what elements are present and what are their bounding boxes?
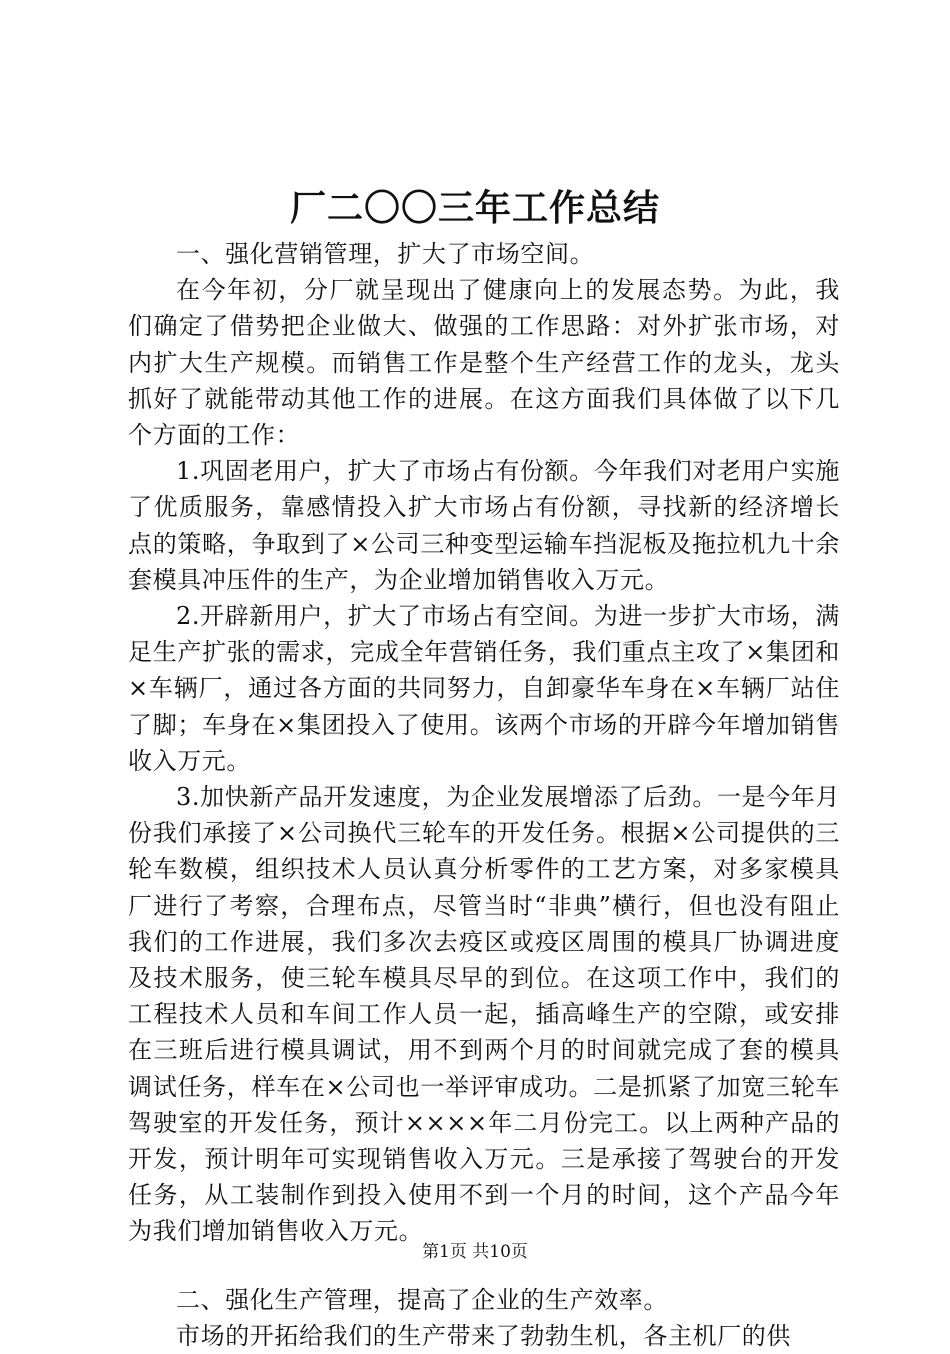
paragraph-item-3: 3.加快新产品开发速度，为企业发展增添了后劲。一是今年月份我们承接了×公司换代三轮车的开发任务。根据×公司提供的三轮车数模，组织技术人员认真分析零件的工艺方案，对多家模具厂进行了考察，合理布点，尽管当时“非典”横行，但也没有阻止我们的工作进展，我们多次去疫区或疫区周围的模具厂协调进度及技术服务，使三轮车模具尽早的到位。在这项工作中，我们的工程技术人员和车间工作人员一起，插高峰生产的空隙，或安排在三班后进行模具调试，用不到两个月的时间就完成了套的模具调试任务，样车在×公司也一举评审成功。二是抓紧了加宽三轮车驾驶室的开发任务，预计××××年二月份完工。以上两种产品的开发，预计明年可实现销售收入万元。三是承接了驾驶台的开发任务，从工装制作到投入使用不到一个月的时间，这个产品今年为我们增加销售收入万元。	[128, 783, 840, 1246]
paragraph-item-1: 1.巩固老用户，扩大了市场占有份额。今年我们对老用户实施了优质服务，靠感情投入扩大市场占有份额，寻找新的经济增长点的策略，争取到了×公司三种变型运输车挡泥板及拖拉机九十余套模具冲压件的生产，为企业增加销售收入万元。	[128, 457, 840, 594]
paragraph-intro: 在今年初，分厂就呈现出了健康向上的发展态势。为此，我们确定了借势把企业做大、做强的工作思路：对外扩张市场，对内扩大生产规模。而销售工作是整个生产经营工作的龙头，龙头抓好了就能带动其他工作的进展。在这方面我们具体做了以下几个方面的工作：	[128, 276, 840, 450]
page-footer: 第1页 共10页	[422, 1242, 528, 1262]
document-body	[128, 236, 840, 1354]
section-heading-2: 二、强化生产管理，提高了企业的生产效率。	[176, 1285, 668, 1314]
document-title: 厂二〇〇三年工作总结	[289, 187, 660, 229]
paragraph-production: 市场的开拓给我们的生产带来了勃勃生机，各主机厂的供	[176, 1321, 791, 1350]
paragraph-item-2: 2.开辟新用户，扩大了市场占有空间。为进一步扩大市场，满足生产扩张的需求，完成全年营销任务，我们重点主攻了×集团和×车辆厂，通过各方面的共同努力，自卸豪华车身在×车辆厂站住了脚；车身在×集团投入了使用。该两个市场的开辟今年增加销售收入万元。	[128, 602, 840, 775]
section-heading-1: 一、强化营销管理，扩大了市场空间。	[176, 240, 595, 268]
